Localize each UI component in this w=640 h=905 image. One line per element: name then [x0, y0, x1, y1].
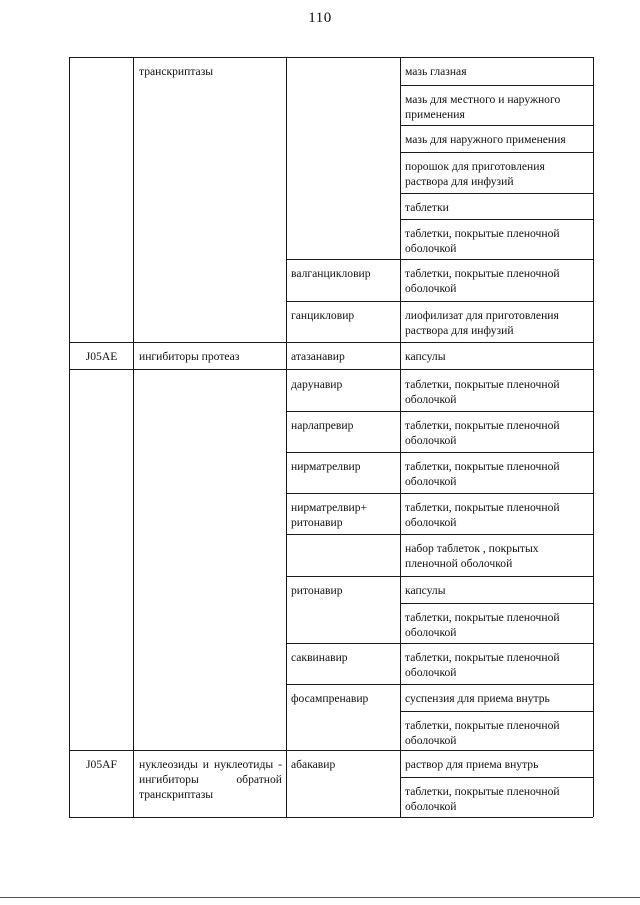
dosage-form: таблетки, покрытые пленочной оболочкой	[405, 378, 560, 406]
drug-name: дарунавир	[291, 378, 343, 391]
dosage-form: таблетки, покрытые пленочной оболочкой	[405, 419, 560, 447]
col-border-code	[133, 57, 134, 817]
drug-name: ганцикловир	[291, 309, 355, 322]
drug-name: фосампренавир	[291, 692, 369, 705]
page-number: 110	[308, 10, 332, 26]
row-border	[286, 684, 593, 685]
dosage-form: таблетки, покрытые пленочной оболочкой	[405, 267, 560, 295]
page-bottom-rule	[0, 897, 640, 898]
drug-name: нирматрелвир	[291, 460, 361, 473]
dosage-form: таблетки, покрытые пленочной оболочкой	[405, 719, 560, 747]
row-border	[400, 219, 593, 220]
dosage-form: таблетки, покрытые пленочной оболочкой	[405, 785, 560, 813]
dosage-form: капсулы	[405, 584, 446, 597]
row-border	[69, 750, 593, 751]
dosage-form: таблетки, покрытые пленочной оболочкой	[405, 227, 560, 255]
row-border	[286, 534, 593, 535]
dosage-form: раствор для приема внутрь	[405, 758, 539, 771]
row-border	[286, 493, 593, 494]
drug-name: нарлапревир	[291, 419, 354, 432]
dosage-form: набор таблеток , покрытых пленочной оболочкой	[405, 542, 539, 570]
dosage-form: суспензия для приема внутрь	[405, 692, 550, 705]
group-name: транскриптазы	[139, 65, 214, 78]
drug-name: абакавир	[291, 758, 336, 771]
row-border	[400, 125, 593, 126]
dosage-form: порошок для приготовления раствора для инфузий	[405, 160, 545, 188]
row-border	[286, 643, 593, 644]
drug-name: ритонавир	[291, 584, 343, 597]
group-name: ингибиторы протеаз	[139, 350, 240, 363]
col-border-left	[69, 57, 70, 817]
dosage-form: таблетки, покрытые пленочной оболочкой	[405, 651, 560, 679]
dosage-form: таблетки, покрытые пленочной оболочкой	[405, 460, 560, 488]
row-border	[400, 193, 593, 194]
row-border	[400, 777, 593, 778]
row-border	[286, 411, 593, 412]
atc-code: J05AE	[85, 350, 118, 363]
row-border	[400, 85, 593, 86]
dosage-form: капсулы	[405, 350, 446, 363]
row-border	[286, 259, 593, 260]
drug-name: атазанавир	[291, 350, 345, 363]
drug-name: саквинавир	[291, 651, 348, 664]
dosage-form: мазь глазная	[405, 65, 467, 78]
dosage-form: таблетки, покрытые пленочной оболочкой	[405, 611, 560, 639]
drug-name: валганцикловир	[291, 267, 371, 280]
row-border	[400, 603, 593, 604]
atc-code: J05AF	[86, 758, 117, 771]
dosage-form: таблетки, покрытые пленочной оболочкой	[405, 501, 560, 529]
col-border-right	[593, 57, 594, 817]
row-border	[286, 301, 593, 302]
row-border	[286, 576, 593, 577]
dosage-form: таблетки	[405, 201, 449, 214]
row-border	[69, 342, 593, 343]
col-border-drug	[400, 57, 401, 817]
drug-name: нирматрелвир+ ритонавир	[291, 501, 368, 529]
row-border	[400, 152, 593, 153]
row-border-top	[69, 57, 593, 58]
row-border-bottom	[69, 817, 593, 818]
row-border	[286, 452, 593, 453]
dosage-form: мазь для наружного применения	[405, 133, 566, 146]
col-border-group	[286, 57, 287, 817]
row-border	[69, 369, 593, 370]
group-name: нуклеозиды и нуклеотиды - ингибиторы обратной транскриптазы	[139, 758, 282, 801]
dosage-form: мазь для местного и наружного применения	[405, 93, 561, 121]
dosage-form: лиофилизат для приготовления раствора для инфузий	[405, 309, 559, 337]
row-border	[400, 711, 593, 712]
